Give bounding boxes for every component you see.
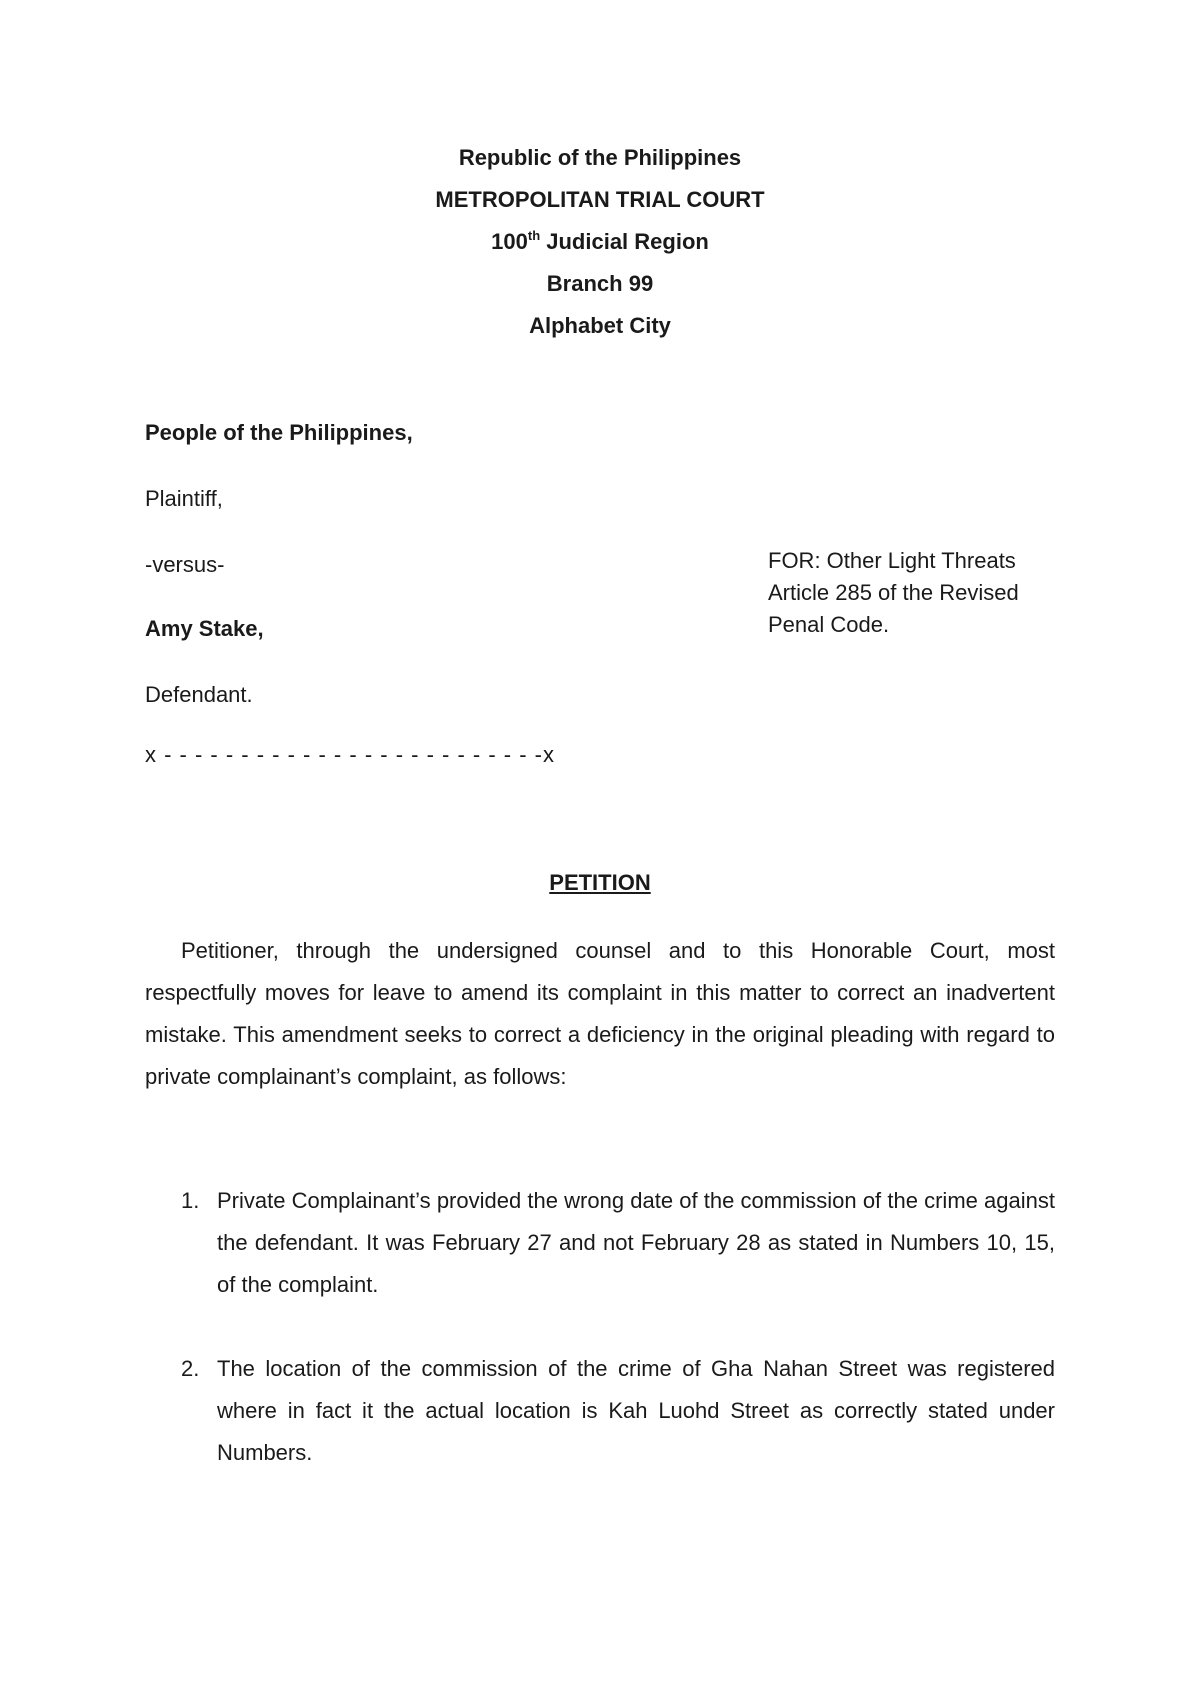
caption-separator: x - - - - - - - - - - - - - - - - - - - - - - - - -x [145,742,555,767]
for-line-3: Penal Code. [768,612,890,637]
judicial-region [0,229,1200,271]
defendant-label: Defendant. [145,682,253,707]
court-name: METROPOLITAN TRIAL COURT [435,187,765,212]
versus-text: -versus- [145,552,225,577]
court-header [0,145,1200,355]
defendant-name: Amy Stake, [145,616,264,641]
region-suffix: th [527,228,541,243]
city-line: Alphabet City [529,313,671,338]
for-line-1: FOR: Other Light Threats [768,548,1016,573]
list-item-number: 1. [181,1188,200,1213]
petition-intro: Petitioner, through the undersigned counsel and to this Honorable Court, most respectfully moves for leave to amend its complaint in this matter to correct an inadvertent mistake. This amendment seeks to correct a deficiency in the original pleading with regard to private complainant’s complaint, as follows: [145,938,1055,1089]
republic-line: Republic of the Philippines [458,145,742,170]
plaintiff-name: People of the Philippines, [145,420,413,445]
for-line-2: Article 285 of the Revised [768,580,1019,605]
petition-title: PETITION [549,870,651,895]
list-item-text: The location of the commission of the crime of Gha Nahan Street was registered where in fact it the actual location is Kah Luohd Street as correctly stated under Numbers. [217,1356,1055,1465]
list-item [145,1180,1055,1306]
list-item [145,1348,1055,1474]
list-item-text: Private Complainant’s provided the wrong date of the commission of the crime against the defendant. It was February 27 and not February 28 as stated in Numbers 10, 15, of the complaint. [217,1188,1055,1297]
plaintiff-label: Plaintiff, [145,486,223,511]
list-item-number: 2. [181,1356,200,1381]
case-nature [768,545,1068,641]
region-number: 100 [491,229,528,254]
region-text: Judicial Region [540,229,709,254]
branch-line: Branch 99 [546,271,654,296]
